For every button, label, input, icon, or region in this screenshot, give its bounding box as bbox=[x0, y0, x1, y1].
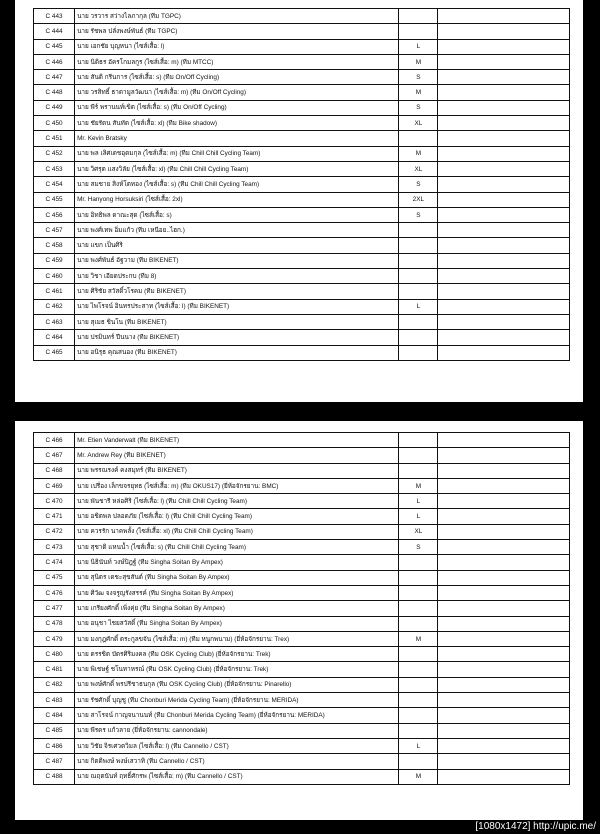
rider-code-cell: C 455 bbox=[34, 192, 75, 207]
rider-name-cell: นาย สุเมธ ชินโน (ทีม BIKENET) bbox=[75, 314, 399, 329]
rider-code-cell: C 486 bbox=[34, 738, 75, 753]
blank-cell bbox=[438, 708, 570, 723]
table-row bbox=[34, 223, 570, 238]
table-row bbox=[34, 116, 570, 131]
rider-code-cell: C 445 bbox=[34, 39, 75, 54]
shirt-size-cell: 2XL bbox=[399, 192, 438, 207]
table-row bbox=[34, 433, 570, 448]
blank-cell bbox=[438, 738, 570, 753]
blank-cell bbox=[438, 570, 570, 585]
shirt-size-cell: S bbox=[399, 207, 438, 222]
shirt-size-cell bbox=[399, 223, 438, 238]
blank-cell bbox=[438, 662, 570, 677]
shirt-size-cell: M bbox=[399, 631, 438, 646]
rider-name-cell: นาย เอกชัย บุญหนา (ไซส์เสื้อ: l) bbox=[75, 39, 399, 54]
rider-code-cell: C 465 bbox=[34, 345, 75, 360]
rider-name-cell: นาย พงษ์ศักดิ์ พรปรีชาธนกุล (ทีม OSK Cycling Club) (ยี่ห้อจักรยาน: Pinarello) bbox=[75, 677, 399, 692]
rider-code-cell: C 461 bbox=[34, 284, 75, 299]
rider-code-cell: C 446 bbox=[34, 54, 75, 69]
rider-name-cell: นาย ควรรัก นาคพลั้ง (ไซส์เสื้อ: xl) (ทีม Chill Chill Cycling Team) bbox=[75, 524, 399, 539]
shirt-size-cell bbox=[399, 9, 438, 24]
blank-cell bbox=[438, 39, 570, 54]
rider-name-cell: นาย ณฤตนันท์ ฤทธิ์ศักรพ (ไซส์เสื้อ: m) (ทีม Cannello / CST) bbox=[75, 769, 399, 784]
table-row bbox=[34, 601, 570, 616]
rider-name-cell: นาย รัชศักดิ์ บุญชู (ทีม Chonburi Merida Cycling Team) (ยี่ห้อจักรยาน: MERIDA) bbox=[75, 693, 399, 708]
table-row bbox=[34, 647, 570, 662]
blank-cell bbox=[438, 478, 570, 493]
rider-code-cell: C 463 bbox=[34, 314, 75, 329]
document-page-1 bbox=[15, 0, 583, 402]
rider-name-cell: นาย อนุชา ไชยสวัสดิ์ (ทีม Singha Soitan By Ampex) bbox=[75, 616, 399, 631]
blank-cell bbox=[438, 677, 570, 692]
shirt-size-cell bbox=[399, 131, 438, 146]
table-row bbox=[34, 207, 570, 222]
rider-code-cell: C 460 bbox=[34, 269, 75, 284]
table-row bbox=[34, 708, 570, 723]
blank-cell bbox=[438, 524, 570, 539]
rider-name-cell: นาย สันติ กรีนการ (ไซส์เสื้อ: s) (ทีม On/Off Cycling) bbox=[75, 70, 399, 85]
rider-name-cell: Mr. Etien Vanderwalt (ทีม BIKENET) bbox=[75, 433, 399, 448]
table-row bbox=[34, 131, 570, 146]
shirt-size-cell bbox=[399, 284, 438, 299]
registration-table-2-body bbox=[34, 433, 570, 785]
rider-name-cell: นาย อนิรุธ คุณสนอง (ทีม BIKENET) bbox=[75, 345, 399, 360]
shirt-size-cell bbox=[399, 269, 438, 284]
shirt-size-cell: S bbox=[399, 70, 438, 85]
blank-cell bbox=[438, 448, 570, 463]
table-row bbox=[34, 238, 570, 253]
rider-code-cell: C 468 bbox=[34, 463, 75, 478]
registration-table-2 bbox=[33, 432, 570, 785]
rider-name-cell: นาย ตรรชิต บัตรศิริมงคล (ทีม OSK Cycling Club) (ยี่ห้อจักรยาน: Trek) bbox=[75, 647, 399, 662]
shirt-size-cell bbox=[399, 238, 438, 253]
rider-code-cell: C 474 bbox=[34, 555, 75, 570]
blank-cell bbox=[438, 433, 570, 448]
shirt-size-cell bbox=[399, 314, 438, 329]
shirt-size-cell: XL bbox=[399, 116, 438, 131]
blank-cell bbox=[438, 463, 570, 478]
blank-cell bbox=[438, 769, 570, 784]
table-row bbox=[34, 555, 570, 570]
rider-name-cell: นาย พงศ์เทพ อิ่มแก้ว (ทีม เหนือย..ไฮก.) bbox=[75, 223, 399, 238]
rider-code-cell: C 467 bbox=[34, 448, 75, 463]
rider-code-cell: C 454 bbox=[34, 177, 75, 192]
blank-cell bbox=[438, 284, 570, 299]
rider-code-cell: C 480 bbox=[34, 647, 75, 662]
table-row bbox=[34, 54, 570, 69]
shirt-size-cell: M bbox=[399, 146, 438, 161]
shirt-size-cell bbox=[399, 463, 438, 478]
shirt-size-cell: L bbox=[399, 39, 438, 54]
shirt-size-cell bbox=[399, 555, 438, 570]
document-page-2 bbox=[15, 421, 583, 820]
rider-code-cell: C 487 bbox=[34, 754, 75, 769]
blank-cell bbox=[438, 207, 570, 222]
shirt-size-cell bbox=[399, 448, 438, 463]
blank-cell bbox=[438, 24, 570, 39]
table-row bbox=[34, 330, 570, 345]
rider-code-cell: C 444 bbox=[34, 24, 75, 39]
rider-name-cell: นาย พล เลิศเดชอุดมกุล (ไซส์เสื้อ: m) (ทีม Chill Chill Cycling Team) bbox=[75, 146, 399, 161]
blank-cell bbox=[438, 85, 570, 100]
rider-name-cell: นาย วรวาร สว่างไลภากุล (ทีม TGPC) bbox=[75, 9, 399, 24]
rider-code-cell: C 478 bbox=[34, 616, 75, 631]
blank-cell bbox=[438, 723, 570, 738]
table-row bbox=[34, 693, 570, 708]
blank-cell bbox=[438, 131, 570, 146]
blank-cell bbox=[438, 494, 570, 509]
rider-name-cell: นาย ชัยรัตน สันทัด (ไซส์เสื้อ: xl) (ทีม Bike shadow) bbox=[75, 116, 399, 131]
rider-name-cell: นาย อิทธิพล ดาณะสุด (ไซส์เสื้อ: s) bbox=[75, 207, 399, 222]
table-row bbox=[34, 253, 570, 268]
blank-cell bbox=[438, 330, 570, 345]
blank-cell bbox=[438, 253, 570, 268]
blank-cell bbox=[438, 616, 570, 631]
rider-code-cell: C 450 bbox=[34, 116, 75, 131]
shirt-size-cell bbox=[399, 723, 438, 738]
table-row bbox=[34, 631, 570, 646]
blank-cell bbox=[438, 299, 570, 314]
rider-code-cell: C 458 bbox=[34, 238, 75, 253]
shirt-size-cell: M bbox=[399, 769, 438, 784]
rider-name-cell: นาย วรสิทธิ์ ธาดามูลวัฒนา (ไซส์เสื้อ: m) (ทีม On/Off Cycling) bbox=[75, 85, 399, 100]
rider-code-cell: C 477 bbox=[34, 601, 75, 616]
blank-cell bbox=[438, 509, 570, 524]
table-row bbox=[34, 662, 570, 677]
blank-cell bbox=[438, 192, 570, 207]
rider-name-cell: นาย แขก เป็นศิริ bbox=[75, 238, 399, 253]
rider-name-cell: นาย ศิริชัย สวัสดิ์วโรคม (ทีม BIKENET) bbox=[75, 284, 399, 299]
shirt-size-cell: L bbox=[399, 494, 438, 509]
shirt-size-cell bbox=[399, 253, 438, 268]
shirt-size-cell bbox=[399, 677, 438, 692]
blank-cell bbox=[438, 647, 570, 662]
table-row bbox=[34, 100, 570, 115]
rider-code-cell: C 483 bbox=[34, 693, 75, 708]
blank-cell bbox=[438, 693, 570, 708]
rider-code-cell: C 456 bbox=[34, 207, 75, 222]
rider-code-cell: C 462 bbox=[34, 299, 75, 314]
table-row bbox=[34, 723, 570, 738]
rider-name-cell: นาย ศิวัฒ จงจรูญรังสรรค์ (ทีม Singha Soitan By Ampex) bbox=[75, 585, 399, 600]
table-row bbox=[34, 478, 570, 493]
blank-cell bbox=[438, 70, 570, 85]
image-size-watermark: [1080x1472] http://upic.me/ bbox=[475, 821, 596, 832]
table-row bbox=[34, 146, 570, 161]
rider-code-cell: C 457 bbox=[34, 223, 75, 238]
shirt-size-cell bbox=[399, 708, 438, 723]
rider-name-cell: นาย ปรมินทร์ ปีนนาง (ทีม BIKENET) bbox=[75, 330, 399, 345]
table-row bbox=[34, 192, 570, 207]
table-row bbox=[34, 269, 570, 284]
rider-name-cell: นาย พรรณรงค์ คงสมุทร์ (ทีม BIKENET) bbox=[75, 463, 399, 478]
rider-name-cell: นาย พันชารี หล่อศิริ (ไซส์เสื้อ: l) (ทีม Chill Chill Cycling Team) bbox=[75, 494, 399, 509]
shirt-size-cell: L bbox=[399, 738, 438, 753]
rider-name-cell: Mr. Hanyong Horsuksiri (ไซส์เสื้อ: 2xl) bbox=[75, 192, 399, 207]
rider-name-cell: นาย วิชัย จิรเศวตวิมล (ไซส์เสื้อ: l) (ทีม Cannello / CST) bbox=[75, 738, 399, 753]
rider-code-cell: C 466 bbox=[34, 433, 75, 448]
table-row bbox=[34, 9, 570, 24]
registration-table-1 bbox=[33, 8, 570, 361]
shirt-size-cell bbox=[399, 330, 438, 345]
rider-code-cell: C 447 bbox=[34, 70, 75, 85]
shirt-size-cell: S bbox=[399, 540, 438, 555]
table-row bbox=[34, 677, 570, 692]
table-row bbox=[34, 161, 570, 176]
blank-cell bbox=[438, 631, 570, 646]
rider-name-cell: นาย รัชพล ปลั่งพงษ์พันธ์ (ทีม TGPC) bbox=[75, 24, 399, 39]
rider-name-cell: นาย สุนิตร เดชะสุขสันต์ (ทีม Singha Soitan By Ampex) bbox=[75, 570, 399, 585]
shirt-size-cell: XL bbox=[399, 524, 438, 539]
rider-name-cell: นาย สาโรจน์ กาญจนานนท์ (ทีม Chonburi Merida Cycling Team) (ยี่ห้อจักรยาน: MERIDA) bbox=[75, 708, 399, 723]
shirt-size-cell bbox=[399, 570, 438, 585]
table-row bbox=[34, 509, 570, 524]
shirt-size-cell bbox=[399, 662, 438, 677]
shirt-size-cell: S bbox=[399, 177, 438, 192]
rider-name-cell: นาย มงกุฎศักดิ์ ตระกูลขจัน (ไซส์เสื้อ: m) (ทีม หนูกพนาม) (ยี่ห้อจักรยาน: Trex) bbox=[75, 631, 399, 646]
rider-code-cell: C 485 bbox=[34, 723, 75, 738]
table-row bbox=[34, 616, 570, 631]
table-row bbox=[34, 570, 570, 585]
shirt-size-cell bbox=[399, 345, 438, 360]
rider-name-cell: นาย วิศรุต แสงวิลัย (ไซส์เสื้อ: xl) (ทีม Chill Chill Cycling Team) bbox=[75, 161, 399, 176]
rider-name-cell: นาย พงศ์พันธ์ อัฐวาม (ทีม BIKENET) bbox=[75, 253, 399, 268]
shirt-size-cell bbox=[399, 24, 438, 39]
rider-name-cell: นาย สุชาติ แหนน้ำ (ไซส์เสื้อ: s) (ทีม Chill Chill Cycling Team) bbox=[75, 540, 399, 555]
blank-cell bbox=[438, 314, 570, 329]
rider-name-cell: นาย วิชา เอียดประกบ (ทีม 8) bbox=[75, 269, 399, 284]
shirt-size-cell bbox=[399, 647, 438, 662]
blank-cell bbox=[438, 269, 570, 284]
rider-code-cell: C 452 bbox=[34, 146, 75, 161]
rider-name-cell: นาย พีรดร แก้วลาย (ยี่ห้อจักรยาน: cannondale) bbox=[75, 723, 399, 738]
blank-cell bbox=[438, 223, 570, 238]
rider-code-cell: C 443 bbox=[34, 9, 75, 24]
rider-code-cell: C 481 bbox=[34, 662, 75, 677]
shirt-size-cell bbox=[399, 601, 438, 616]
rider-name-cell: นาย นิธินันท์ วงษ์ปิฎฐ์ (ทีม Singha Soitan By Ampex) bbox=[75, 555, 399, 570]
table-row bbox=[34, 540, 570, 555]
shirt-size-cell bbox=[399, 754, 438, 769]
blank-cell bbox=[438, 161, 570, 176]
blank-cell bbox=[438, 54, 570, 69]
blank-cell bbox=[438, 177, 570, 192]
table-row bbox=[34, 524, 570, 539]
rider-name-cell: นาย พีร์ พรานนท์เขิต (ไซส์เสื้อ: s) (ทีม On/Off Cycling) bbox=[75, 100, 399, 115]
blank-cell bbox=[438, 146, 570, 161]
shirt-size-cell bbox=[399, 693, 438, 708]
blank-cell bbox=[438, 238, 570, 253]
blank-cell bbox=[438, 540, 570, 555]
table-row bbox=[34, 345, 570, 360]
rider-code-cell: C 470 bbox=[34, 494, 75, 509]
shirt-size-cell: XL bbox=[399, 161, 438, 176]
registration-table-1-body bbox=[34, 9, 570, 361]
table-row bbox=[34, 754, 570, 769]
table-row bbox=[34, 299, 570, 314]
rider-code-cell: C 451 bbox=[34, 131, 75, 146]
table-row bbox=[34, 24, 570, 39]
shirt-size-cell: L bbox=[399, 299, 438, 314]
blank-cell bbox=[438, 345, 570, 360]
blank-cell bbox=[438, 601, 570, 616]
table-row bbox=[34, 738, 570, 753]
rider-name-cell: นาย เปรื่อง เล็กขจรยุทธ (ไซส์เสื้อ: m) (ทีม OKUS17) (ยี่ห้อจักรยาน: BMC) bbox=[75, 478, 399, 493]
shirt-size-cell: M bbox=[399, 85, 438, 100]
table-row bbox=[34, 39, 570, 54]
rider-code-cell: C 469 bbox=[34, 478, 75, 493]
rider-name-cell: Mr. Kevin Bratsky bbox=[75, 131, 399, 146]
shirt-size-cell bbox=[399, 616, 438, 631]
rider-name-cell: นาย กิตติพงษ์ พงษ์เสวาทิ (ทีม Cannello / CST) bbox=[75, 754, 399, 769]
table-row bbox=[34, 769, 570, 784]
blank-cell bbox=[438, 555, 570, 570]
shirt-size-cell: L bbox=[399, 509, 438, 524]
rider-code-cell: C 464 bbox=[34, 330, 75, 345]
rider-code-cell: C 471 bbox=[34, 509, 75, 524]
rider-code-cell: C 484 bbox=[34, 708, 75, 723]
shirt-size-cell: M bbox=[399, 54, 438, 69]
table-row bbox=[34, 585, 570, 600]
rider-name-cell: Mr. Andrew Rey (ทีม BIKENET) bbox=[75, 448, 399, 463]
rider-code-cell: C 488 bbox=[34, 769, 75, 784]
rider-code-cell: C 459 bbox=[34, 253, 75, 268]
table-row bbox=[34, 494, 570, 509]
blank-cell bbox=[438, 754, 570, 769]
shirt-size-cell: S bbox=[399, 100, 438, 115]
table-row bbox=[34, 177, 570, 192]
table-row bbox=[34, 70, 570, 85]
rider-code-cell: C 473 bbox=[34, 540, 75, 555]
rider-name-cell: นาย พิเชษฐ์ ชโนทาหรณ์ (ทีม OSK Cycling Club) (ยี่ห้อจักรยาน: Trek) bbox=[75, 662, 399, 677]
blank-cell bbox=[438, 100, 570, 115]
shirt-size-cell bbox=[399, 585, 438, 600]
blank-cell bbox=[438, 116, 570, 131]
rider-code-cell: C 475 bbox=[34, 570, 75, 585]
rider-code-cell: C 453 bbox=[34, 161, 75, 176]
rider-name-cell: นาย นิติธร อัครโกมลกูร (ไซส์เสื้อ: m) (ทีม MTCC) bbox=[75, 54, 399, 69]
blank-cell bbox=[438, 9, 570, 24]
table-row bbox=[34, 463, 570, 478]
rider-code-cell: C 472 bbox=[34, 524, 75, 539]
table-row bbox=[34, 314, 570, 329]
rider-name-cell: นาย อชิตพล ปลอดภัย (ไซส์เสื้อ: l) (ทีม Chill Chill Cycling Team) bbox=[75, 509, 399, 524]
rider-name-cell: นาย สมชาย สิงห์โตทอง (ไซส์เสื้อ: s) (ทีม Chill Chill Cycling Team) bbox=[75, 177, 399, 192]
shirt-size-cell: M bbox=[399, 478, 438, 493]
table-row bbox=[34, 85, 570, 100]
table-row bbox=[34, 284, 570, 299]
blank-cell bbox=[438, 585, 570, 600]
rider-code-cell: C 476 bbox=[34, 585, 75, 600]
rider-name-cell: นาย เกรียงศักดิ์ เพิ่งคุ่ย (ทีม Singha Soitan By Ampex) bbox=[75, 601, 399, 616]
rider-code-cell: C 482 bbox=[34, 677, 75, 692]
rider-name-cell: นาย ไพโรจน์ อินทรประสาท (ไซส์เสื้อ: l) (ทีม BIKENET) bbox=[75, 299, 399, 314]
shirt-size-cell bbox=[399, 433, 438, 448]
rider-code-cell: C 479 bbox=[34, 631, 75, 646]
table-row bbox=[34, 448, 570, 463]
rider-code-cell: C 448 bbox=[34, 85, 75, 100]
rider-code-cell: C 449 bbox=[34, 100, 75, 115]
